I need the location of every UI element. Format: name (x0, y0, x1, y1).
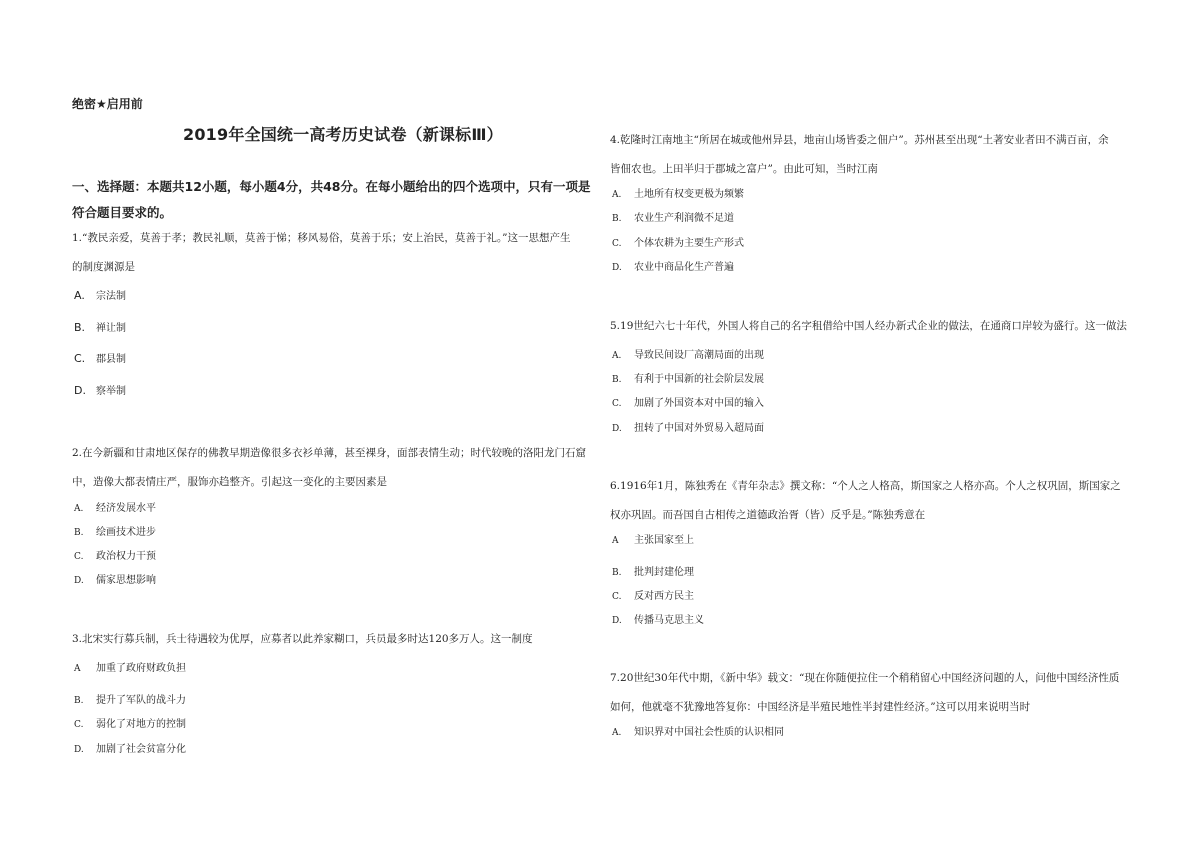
question-2-text-line1: 2.在今新疆和甘肃地区保存的佛教早期造像很多衣衫单薄，甚至裸身，面部表情生动；时代较晚的洛阳龙门石窟 (72, 447, 587, 459)
question-3-text-line1: 3.北宋实行募兵制，兵士待遇较为优厚，应募者以此养家糊口，兵员最多时达120多万人。这一制度 (72, 633, 533, 645)
question-2-text-line2: 中，造像大都表情庄严，服饰亦趋整齐。引起这一变化的主要因素是 (72, 476, 387, 488)
question-5-option-c: C. 加剧了外国资本对中国的输入 (612, 398, 764, 409)
question-4-option-a: A. 土地所有权变更极为频繁 (612, 189, 744, 200)
question-3-option-d: D. 加剧了社会贫富分化 (74, 744, 186, 755)
question-2-option-a: A. 经济发展水平 (74, 503, 156, 514)
question-1-option-c: C. 郡县制 (74, 352, 126, 365)
question-1-text-line2: 的制度渊源是 (72, 261, 135, 273)
question-6-option-d: D. 传播马克思主义 (612, 615, 704, 626)
confidential-label: 绝密★启用前 (72, 97, 143, 111)
question-4-option-b: B. 农业生产利润微不足道 (612, 213, 734, 224)
question-7-text-line1: 7.20世纪30年代中期，《新中华》载文：“现在你随便拉住一个稍稍留心中国经济问题的人，问他中国经济性质 (610, 672, 1120, 684)
question-6-text-line1: 6.1916年1月，陈独秀在《青年杂志》撰文称：“个人之人格高，斯国家之人格亦高。个人之权巩固，斯国家之 (610, 480, 1121, 492)
question-7-option-a: A. 知识界对中国社会性质的认识相同 (612, 727, 784, 738)
question-6-option-a: A 主张国家至上 (612, 535, 694, 546)
question-4-option-c: C. 个体农耕为主要生产形式 (612, 238, 744, 249)
page-title: 2019年全国统一高考历史试卷（新课标Ⅲ） (183, 125, 503, 144)
question-6-text-line2: 权亦巩固。而吾国自古相传之道德政治胥（皆）反乎是。”陈独秀意在 (610, 509, 926, 521)
question-2-option-c: C. 政治权力干预 (74, 551, 156, 562)
question-6-option-b: B. 批判封建伦理 (612, 567, 694, 578)
question-1-option-b: B. 禅让制 (74, 321, 126, 334)
question-3-option-c: C. 弱化了对地方的控制 (74, 719, 186, 730)
question-5-option-a: A. 导致民间设厂高潮局面的出现 (612, 350, 764, 361)
question-5-text-line1: 5.19世纪六七十年代，外国人将自己的名字租借给中国人经办新式企业的做法，在通商口岸较为盛行。这一做法 (610, 320, 1127, 332)
question-1-text-line1: 1.“教民亲爱，莫善于孝；教民礼顺，莫善于悌；移风易俗，莫善于乐；安上治民，莫善于礼。”这一思想产生 (72, 232, 571, 244)
question-2-option-b: B. 绘画技术进步 (74, 527, 156, 538)
question-6-option-c: C. 反对西方民主 (612, 591, 694, 602)
question-3-option-b: B. 提升了军队的战斗力 (74, 695, 186, 706)
question-5-option-d: D. 扭转了中国对外贸易入超局面 (612, 423, 764, 434)
question-1-option-a: A. 宗法制 (74, 289, 126, 302)
question-4-text-line1: 4.乾隆时江南地主“所居在城或他州异县，地亩山场皆委之佃户”。苏州甚至出现“土著安业者田不满百亩，余 (610, 134, 1109, 146)
section-heading-line2: 符合题目要求的。 (72, 205, 173, 220)
question-7-text-line2: 如何，他就毫不犹豫地答复你：中国经济是半殖民地性半封建性经济。”这可以用来说明当时 (610, 701, 1031, 713)
question-4-text-line2: 皆佃农也。上田半归于郡城之富户”。由此可知，当时江南 (610, 163, 878, 175)
question-2-option-d: D. 儒家思想影响 (74, 575, 156, 586)
question-5-option-b: B. 有利于中国新的社会阶层发展 (612, 374, 764, 385)
question-3-option-a: A 加重了政府财政负担 (74, 663, 186, 674)
question-4-option-d: D. 农业中商品化生产普遍 (612, 262, 734, 273)
question-1-option-d: D. 察举制 (74, 384, 126, 397)
section-heading-line1: 一、选择题：本题共12小题，每小题4分，共48分。在每小题给出的四个选项中，只有一项是 (72, 179, 591, 194)
